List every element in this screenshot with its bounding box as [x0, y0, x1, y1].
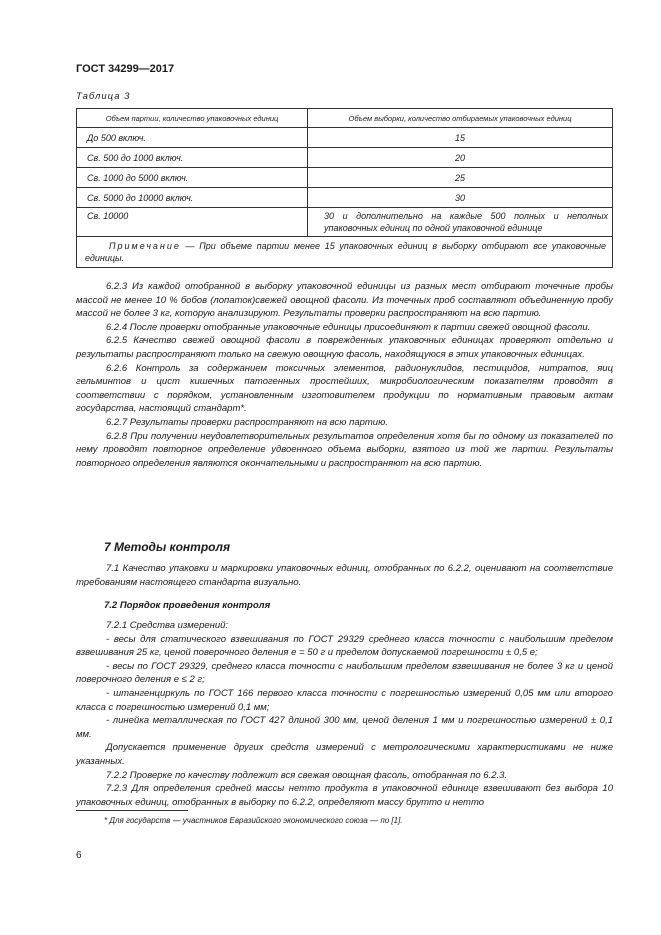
paragraph: 6.2.7 Результаты проверки распространяют на всю партию.: [106, 416, 388, 428]
column-header-lot: Объем партии, количество упаковочных единиц: [77, 109, 308, 128]
sample-cell: 15: [308, 128, 613, 148]
page-number: 6: [76, 850, 82, 861]
lot-cell: Св. 10000: [77, 208, 308, 237]
table-header-row: [77, 109, 613, 128]
paragraph: 6.2.5 Качество свежей овощной фасоли в поврежденных упаковочных единицах проверяют отдельно и результаты распространяют только на свежую овощную фасоль, находящуюся в этих упаковочных единицах.: [76, 335, 613, 360]
sample-cell: 20: [308, 148, 613, 168]
paragraph: - штангенциркуль по ГОСТ 166 первого класса точности с погрешностью измерений 0,05 мм или второго класса с погрешностью измерений 0,1 мм;: [76, 687, 613, 713]
paragraph: 7.1 Качество упаковки и маркировки упаковочных единиц, отобранных по 6.2.2, оценивают на соответствие требованиям настоящего стандарта визуально.: [76, 563, 613, 588]
footnote-divider: [76, 810, 188, 811]
section-7-title: 7 Методы контроля: [104, 540, 231, 554]
lot-cell: Св. 1000 до 5000 включ.: [77, 168, 308, 188]
section-7-2-paragraphs: [76, 619, 613, 809]
subsection-7-2-title: 7.2 Порядок проведения контроля: [104, 600, 271, 611]
lot-cell: Св. 500 до 1000 включ.: [77, 148, 308, 168]
table-row: [77, 148, 613, 168]
note-text: — При объеме партии менее 15 упаковочных единиц в выборку отбирают все упаковочные единицы.: [85, 241, 606, 263]
paragraph: 6.2.3 Из каждой отобранной в выборку упаковочной единицы из разных мест отбирают точечные пробы массой не менее 10 % бобов (лопаток)свежей овощной фасоли. Из точечных проб составляют объединенную пробу массой не более 3 кг, которую анализируют. Результаты проверки распространяют на всю партию.: [76, 281, 613, 320]
table-row: [77, 208, 613, 237]
paragraph: 7.2.3 Для определения средней массы нетто продукта в упаковочной единице взвешивают без выбора 10 упаковочных единиц, отобранных в выборку по 6.2.2, определяют массу брутто и нетто: [76, 783, 613, 808]
paragraph: 6.2.6 Контроль за содержанием токсичных элементов, радионуклидов, пестицидов, нитратов, яиц гельминтов и цист кишечных патогенных простейших, микробиологическим показателям проводят в соответствии с порядком, установленным изготовителем продукции по нормативным правовым актам государства, настоящий стандарт*.: [76, 362, 613, 415]
lot-cell: До 500 включ.: [77, 128, 308, 148]
paragraph: Допускается применение других средств измерений с метрологическими характеристиками не ниже указанных.: [76, 742, 613, 767]
note-label: Примечание: [109, 241, 181, 251]
sample-cell: 25: [308, 168, 613, 188]
paragraph: 6.2.4 После проверки отобранные упаковочные единицы присоединяют к партии свежей овощной фасоли.: [106, 321, 591, 333]
paragraph: 7.2.1 Средства измерений:: [106, 620, 229, 631]
table-note: [77, 237, 613, 268]
document-header: ГОСТ 34299—2017: [76, 63, 175, 75]
table-row: [77, 168, 613, 188]
column-header-sample: Объем выборки, количество отбираемых упаковочных единиц: [308, 109, 613, 128]
paragraph: 6.2.8 При получении неудовлетворительных результатов определения хотя бы по одному из показателей по нему проводят повторное определение удвоенного объема выборки, взятого из той же партии. Результаты повторного определения являются окончательными и распространяют на всю партию.: [76, 430, 613, 469]
table-row: [77, 128, 613, 148]
lot-cell: Св. 5000 до 10000 включ.: [77, 188, 308, 208]
sample-cell: 30 и дополнительно на каждые 500 полных и неполных упаковочных единиц по одной упаковочной единице: [308, 208, 613, 237]
paragraph: - весы для статического взвешивания по ГОСТ 29329 среднего класса точности с наибольшим пределом взвешивания 25 кг, ценой поверочного деления е = 50 г и пределом допускаемой погрешности ± 0,5 е;: [76, 633, 613, 659]
section-7-intro: [76, 562, 613, 589]
paragraph: - весы по ГОСТ 29329, среднего класса точности с наибольшим пределом взвешивания не более 3 кг и ценой поверочного деления е ≤ 2 г;: [76, 660, 613, 686]
sample-cell: 30: [308, 188, 613, 208]
table-3: [76, 108, 613, 268]
table-row: [77, 188, 613, 208]
table-caption: Таблица 3: [76, 91, 131, 102]
section-6-paragraphs: [76, 280, 613, 470]
paragraph: - линейка металлическая по ГОСТ 427 длиной 300 мм, ценой деления 1 мм и погрешностью измерений ± 0,1 мм.: [76, 715, 613, 740]
table-note-row: [77, 237, 613, 268]
paragraph: 7.2.2 Проверке по качеству подлежит вся свежая овощная фасоль, отобранная по 6.2.3.: [106, 769, 508, 781]
footnote: * Для государств — участников Евразийского экономического союза — по [1].: [104, 816, 403, 825]
